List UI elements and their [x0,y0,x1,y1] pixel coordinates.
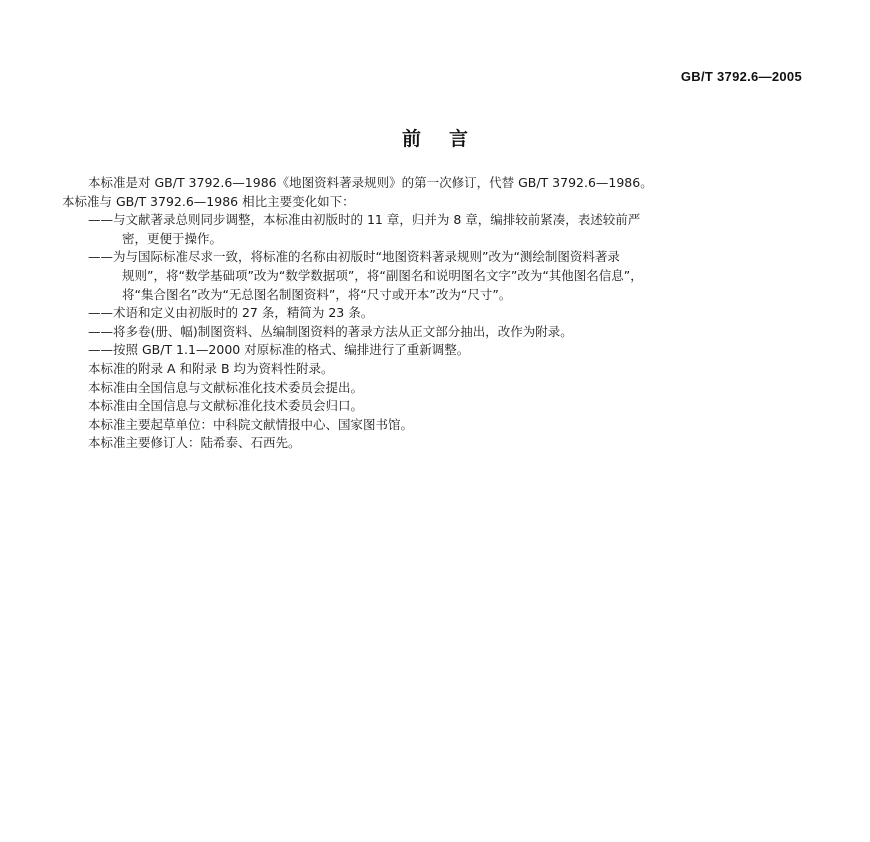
paragraph-managed-by: 本标准由全国信息与文献标准化技术委员会归口。 [88,398,364,414]
page-title: 前言 [401,128,496,150]
list-item-title-change-cont-1: 规则”，将“数学基础项”改为“数学数据项”，将“副图名和说明图名文字”改为“其他图名信息”， [122,267,643,283]
list-item-chapters-cont: 密，更便于操作。 [122,230,223,246]
paragraph-drafting-units: 本标准主要起草单位：中科院文献情报中心、国家图书馆。 [88,416,414,432]
list-item-title-change: ——为与国际标准尽求一致，将标准的名称由初版时“地图资料著录规则”改为“测绘制图资料著录 [88,249,620,265]
paragraph-proposed-by: 本标准由全国信息与文献标准化技术委员会提出。 [88,379,364,395]
list-item-title-change-cont-2: 将“集合图名”改为“无总图名制图资料”，将“尺寸或开本”改为“尺寸”。 [122,286,512,302]
list-item-multivolume: ——将多卷(册、幅)制图资料、丛编制图资料的著录方法从正文部分抽出，改作为附录。 [88,323,573,339]
paragraph-revisers: 本标准主要修订人：陆希泰、石西先。 [88,435,301,451]
paragraph-changes-intro: 本标准与 GB/T 3792.6—1986 相比主要变化如下： [62,193,355,209]
list-item-chapters: ——与文献著录总则同步调整，本标准由初版时的 11 章，归并为 8 章，编排较前紧凑，表述较前严 [88,212,641,228]
list-item-terms: ——术语和定义由初版时的 27 条，精简为 23 条。 [88,305,374,321]
paragraph-revision-note: 本标准是对 GB/T 3792.6—1986《地图资料著录规则》的第一次修订，代替 GB/T 3792.6—1986。 [88,175,653,190]
list-item-format: ——按照 GB/T 1.1—2000 对原标准的格式、编排进行了重新调整。 [88,342,470,358]
standard-number: GB/T 3792.6—2005 [680,69,802,84]
foreword-body [62,174,807,453]
paragraph-annex: 本标准的附录 A 和附录 B 均为资料性附录。 [88,360,334,376]
